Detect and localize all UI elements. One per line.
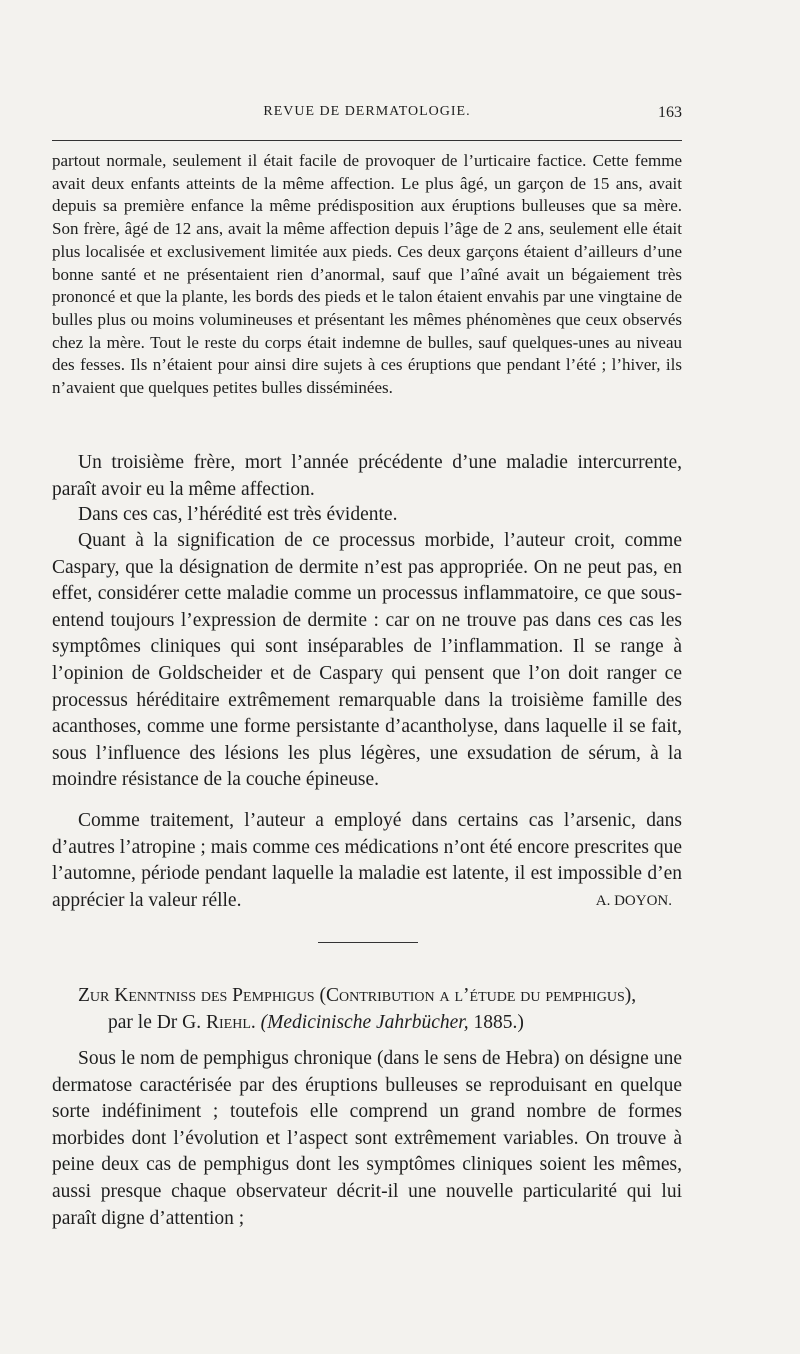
page-number: 163 bbox=[658, 104, 682, 121]
author-prefix: par le Dr G. bbox=[108, 1011, 202, 1033]
paragraph-treatment bbox=[52, 808, 682, 914]
paragraph-signification: Quant à la signification de ce processus morbide, l’auteur croit, comme Caspary, que la désignation de dermite n’est pas appropriée. On ne peut pas, en effet, considérer cette maladie comme un processus inflammatoire, ce que sous-entend toujours l’expression de dermite : car on ne trouve pas dans ces cas les symptômes cliniques qui sont inséparables de l’inflammation. Il se range à l’opinion de Goldscheider et de Caspary qui pensent que l’on doit ranger ce processus héréditaire extrêmement remarquable dans la troisième famille des acanthoses, comme une forme persistante d’acantholyse, dans laquelle il se fait, sous l’influence des lésions les plus légères, une exsudation de sérum, à la moindre résistance de la couche épineuse. bbox=[52, 530, 682, 791]
article-title: Zur Kenntniss des Pemphigus (Contribution a l’étude du pemphigus), bbox=[78, 985, 637, 1006]
paragraph-heredity: Dans ces cas, l’hérédité est très évidente. bbox=[78, 504, 398, 525]
paragraph-continued-case: partout normale, seulement il était facile de provoquer de l’urticaire factice. Cette femme avait deux enfants atteints de la même affection. Le plus âgé, un garçon de 15 ans, avait depuis sa première enfance la même prédisposition aux éruptions bulleuses que sa mère. Son frère, âgé de 12 ans, avait la même affection depuis l’âge de 2 ans, seulement elle était plus localisée et exclusivement limitée aux pieds. Ces deux garçons étaient d’ailleurs d’une bonne santé et ne présentaient rien d’anormal, sauf que l’aîné avait un bégaiement très prononcé et que la plante, les bords des pieds et le talon étaient envahis par une vingtaine de bulles plus ou moins volumineuses et présentant les mêmes phénomènes que ceux observés chez la mère. Tout le reste du corps était indemne de bulles, sauf quelques-unes au niveau des fesses. Ils n’étaient pour ainsi dire sujets à ces éruptions que pendant l’été ; l’hiver, ils n’avaient que quelques petites bulles disséminées. bbox=[52, 151, 682, 398]
running-title: REVUE DE DERMATOLOGIE. bbox=[263, 104, 471, 119]
header-rule bbox=[52, 140, 682, 141]
running-head bbox=[52, 104, 682, 124]
publication-year: 1885.) bbox=[473, 1011, 524, 1033]
author-name: Riehl. bbox=[206, 1011, 256, 1033]
article-heading bbox=[52, 983, 682, 1036]
journal-name: (Medicinische Jahrbücher, bbox=[260, 1011, 469, 1033]
paragraph-pemphigus-intro: Sous le nom de pemphigus chronique (dans le sens de Hebra) on désigne une dermatose caractérisée par des éruptions bulleuses se reproduisant en quelque sorte indéfiniment ; toutefois elle comprend un grand nombre de formes morbides dont l’évolution et l’aspect sont extrêmement variables. On trouve à peine deux cas de pemphigus dont les symptômes cliniques soient les mêmes, aussi presque chaque observateur décrit-il une nouvelle particularité qui lui paraît digne d’attention ; bbox=[52, 1048, 682, 1229]
article-byline bbox=[52, 1010, 682, 1037]
section-separator bbox=[318, 942, 418, 943]
author-signature: A. DOYON. bbox=[595, 892, 672, 909]
paragraph-third-brother: Un troisième frère, mort l’année précédente d’une maladie intercurrente, paraît avoir eu la même affection. bbox=[52, 452, 682, 500]
treatment-text: Comme traitement, l’auteur a employé dans certains cas l’arsenic, dans d’autres l’atropine ; mais comme ces médications n’ont été encore prescrites que l’automne, période pendant laquelle la maladie est latente, il est impossible d’en apprécier la valeur rélle. bbox=[52, 810, 682, 911]
